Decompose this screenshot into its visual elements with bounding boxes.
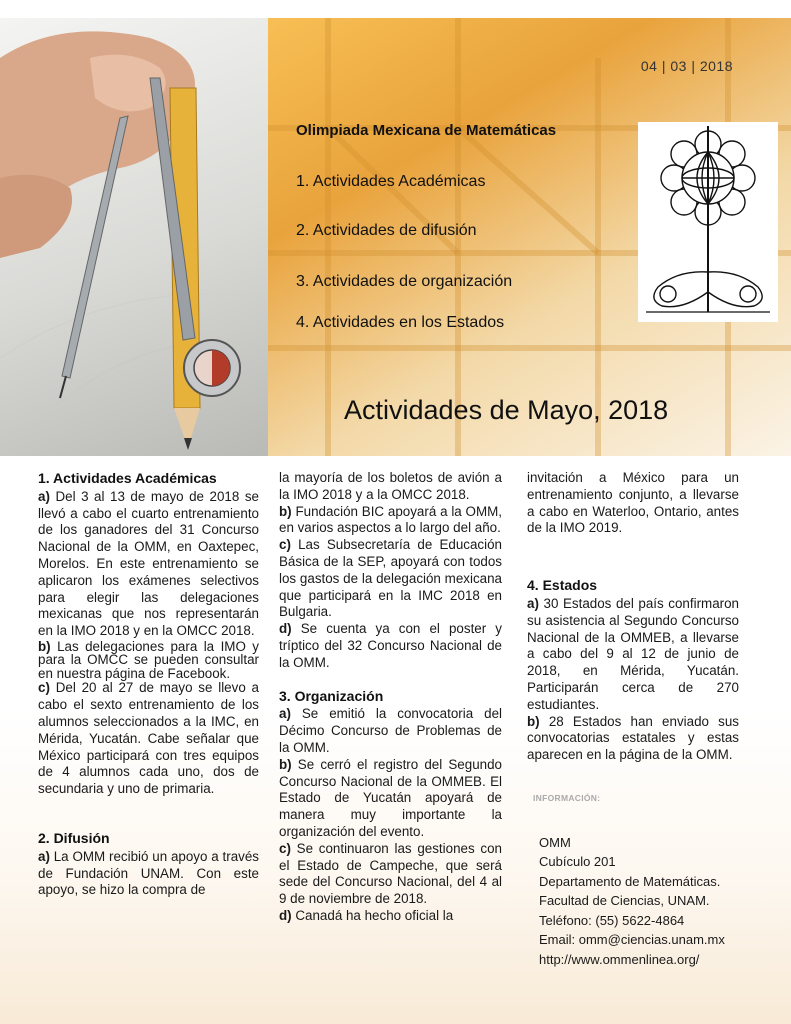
contact-phone: Teléfono: (55) 5622-4864 <box>539 912 685 928</box>
main-heading: Actividades de Mayo, 2018 <box>344 395 669 425</box>
flower-icon <box>638 122 778 322</box>
item-letter: a) <box>38 848 50 864</box>
item-letter: c) <box>279 840 291 856</box>
item-letter: a) <box>279 706 291 722</box>
item-letter: b) <box>527 713 540 729</box>
item-letter: b) <box>38 638 51 654</box>
info-label: INFORMACIÓN: <box>533 792 601 803</box>
header-banner <box>268 18 791 456</box>
paragraph-states-a <box>527 596 739 714</box>
paragraph-text: 30 Estados del país confirmaron su asistencia al Segundo Concurso Nacional de la OMMEB, a llevarse a cabo del 9 al 12 de junio de 2018, en Mérida, Yucatán. Participarán cerca de 270 estudiantes. <box>527 595 739 712</box>
paragraph-organization-a <box>279 706 502 756</box>
item-letter: d) <box>279 907 292 923</box>
compass-pencil-photo <box>0 18 268 456</box>
paragraph-organization-d-continued: invitación a México para un entrenamiento conjunto, a llevarse a cabo en Waterloo, Ontario, antes de la IMO 2019. <box>527 470 739 536</box>
item-letter: d) <box>279 621 292 637</box>
paragraph-text: Se cerró el registro del Segundo Concurso Nacional de la OMMEB. El Estado de Yucatán apoyará de manera muy importante la organización del evento. <box>279 756 502 839</box>
item-letter: a) <box>527 595 539 611</box>
section-heading-diffusion: 2. Difusión <box>38 830 110 847</box>
paragraph-academic-c <box>38 680 259 798</box>
contact-block <box>539 833 739 970</box>
article-body <box>0 456 791 1024</box>
paragraph-diffusion-a-continued: la mayoría de los boletos de avión a la IMO 2018 y a la OMCC 2018. <box>279 470 502 502</box>
section-heading-academic: 1. Actividades Académicas <box>38 470 217 486</box>
paragraph-text: Del 20 al 27 de mayo se llevo a cabo el sexto entrenamiento de los alumnos seleccionados a la IMC, en Mérida, Yucatán. Cabe señalar que México participará con tres equipos de 4 alumnos cada uno, dos de secundaria y uno de primaria. <box>38 680 259 797</box>
item-letter: a) <box>38 488 50 504</box>
paragraph-text: Se emitió la convocatoria del Décimo Concurso de Problemas de la OMM. <box>279 706 502 755</box>
flower-logo <box>638 122 778 322</box>
item-letter: c) <box>279 537 291 553</box>
paragraph-text: Las delegaciones para la IMO y para la OMCC se pueden consultar en nuestra página de Facebook. <box>38 638 259 681</box>
item-letter: c) <box>38 680 50 696</box>
paragraph-text: Fundación BIC apoyará a la OMM, en varios aspectos a lo largo del año. <box>279 503 502 536</box>
toc-item-academic: 1. Actividades Académicas <box>296 173 486 190</box>
item-letter: b) <box>279 756 292 772</box>
contact-department: Departamento de Matemáticas. <box>539 873 721 889</box>
paragraph-text: Se cuenta ya con el poster y tríptico del 32 Concurso Nacional de la OMM. <box>279 621 502 670</box>
paragraph-academic-a <box>38 489 259 640</box>
paragraph-academic-b <box>38 640 259 681</box>
paragraph-states-b <box>527 714 739 764</box>
header <box>0 18 791 456</box>
paragraph-organization-c <box>279 841 502 908</box>
paragraph-organization-b <box>279 757 502 841</box>
toc-item-diffusion: 2. Actividades de difusión <box>296 222 477 239</box>
olympiad-title: Olimpiada Mexicana de Matemáticas <box>296 122 557 139</box>
section-heading-organization: 3. Organización <box>279 687 384 704</box>
paragraph-text: Del 3 al 13 de mayo de 2018 se llevó a cabo el cuarto entrenamiento de los ganadores del 31 Concurso Nacional de la OMM, en Oaxtepec, Morelos. En este entrenamiento se aplicaron los exámenes selectivos para elegir las delegaciones mexicanas que nos representarán en la IMO 2018 y en la OMCC 2018. <box>38 488 259 639</box>
section-heading-states: 4. Estados <box>527 577 598 594</box>
contact-office: Cubículo 201 <box>539 854 616 870</box>
contact-faculty: Facultad de Ciencias, UNAM. <box>539 893 710 909</box>
paragraph-diffusion-b <box>279 504 502 538</box>
column-2 <box>279 470 502 925</box>
column-3 <box>527 470 739 969</box>
paragraph-diffusion-d <box>279 621 502 671</box>
contact-email[interactable]: Email: omm@ciencias.unam.mx <box>539 932 725 948</box>
contact-website[interactable]: http://www.ommenlinea.org/ <box>539 951 700 967</box>
contact-org: OMM <box>539 834 571 850</box>
toc-item-organization: 3. Actividades de organización <box>296 273 513 290</box>
paragraph-text: La OMM recibió un apoyo a través de Fundación UNAM. Con este apoyo, se hizo la compra de <box>38 848 259 898</box>
paragraph-diffusion-c <box>279 537 502 621</box>
paragraph-text: Las Subsecretaría de Educación Básica de la SEP, apoyará con todos los gastos de la delegación mexicana que participará en la IMC 2018 en Bulgaria. <box>279 537 502 620</box>
paragraph-text: Canadá ha hecho oficial la <box>291 907 454 923</box>
toc-item-states: 4. Actividades en los Estados <box>296 314 505 331</box>
paragraph-text: 28 Estados han enviado sus convocatorias estatales y estas aparecen en la página de la OMM. <box>527 713 739 763</box>
issue-date: 04 | 03 | 2018 <box>640 58 733 74</box>
paragraph-text: Se continuaron las gestiones con el Estado de Campeche, que será sede del Concurso Nacional, del 4 al 9 de noviembre de 2018. <box>279 840 502 907</box>
paragraph-organization-d <box>279 908 502 925</box>
paragraph-diffusion-a <box>38 849 259 899</box>
column-1 <box>38 470 259 899</box>
item-letter: b) <box>279 503 292 519</box>
